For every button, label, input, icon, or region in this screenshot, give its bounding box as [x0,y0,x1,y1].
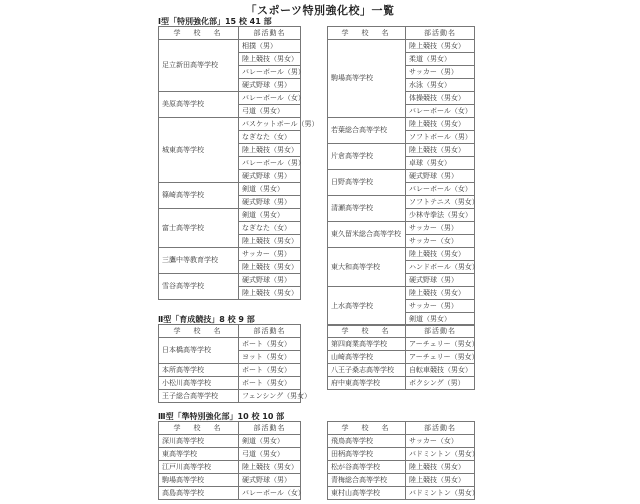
club-name-cell: 陸上競技（男女） [239,235,301,248]
club-name-cell: バレーボール（女） [406,183,475,196]
club-name-cell: サッカー（男） [406,300,475,313]
club-name-cell: 水泳（男女） [406,79,475,92]
school-name-cell: 日本橋高等学校 [159,338,239,364]
club-name-cell: 陸上競技（男女） [406,144,475,157]
club-column-header: 部活動名 [406,422,475,435]
school-name-cell: 城東高等学校 [159,118,239,183]
club-name-cell: 陸上競技（男女） [239,53,301,66]
table-header-row [328,325,475,338]
school-name-cell: 八王子桑志高等学校 [328,364,406,377]
school-name-cell: 片倉高等学校 [328,144,406,170]
club-name-cell: なぎなた（女） [239,131,301,144]
club-name-cell: バレーボール（男） [239,66,301,79]
table-row [159,461,301,474]
club-name-cell: サッカー（女） [406,235,475,248]
school-name-cell: 清瀬高等学校 [328,196,406,222]
club-name-cell: 弓道（男女） [239,105,301,118]
school-column-header: 学 校 名 [159,422,239,435]
club-name-cell: 剣道（男女） [239,209,301,222]
club-name-cell: サッカー（女） [406,435,475,448]
club-name-cell: バスケットボール（男） [239,118,301,131]
club-name-cell: バレーボール（女） [239,487,301,500]
table-row [328,118,475,131]
school-name-cell: 松が谷高等学校 [328,461,406,474]
table-row [159,377,301,390]
table-header-row [328,422,475,435]
school-name-cell: 東高等学校 [159,448,239,461]
table-row [328,287,475,300]
school-name-cell: 深川高等学校 [159,435,239,448]
school-name-cell: 東大和高等学校 [328,248,406,287]
school-name-cell: 飛鳥高等学校 [328,435,406,448]
club-name-cell: バレーボール（女） [239,92,301,105]
table-row [159,248,301,261]
table-row [328,435,475,448]
section-1-left-table [158,26,319,300]
club-name-cell: 陸上競技（男女） [406,474,475,487]
club-name-cell: 弓道（男女） [239,448,301,461]
club-name-cell: ソフトボール（男） [406,131,475,144]
table-header-row [159,422,301,435]
club-name-cell: 少林寺拳法（男女） [406,209,475,222]
table-row [159,338,301,351]
school-name-cell: 小松川高等学校 [159,377,239,390]
section-3-left-table [158,421,305,500]
school-name-cell: 東村山高等学校 [328,487,406,500]
table-row [159,364,301,377]
club-name-cell: 剣道（男女） [239,435,301,448]
club-name-cell: サッカー（男） [239,248,301,261]
school-name-cell: 三鷹中等教育学校 [159,248,239,274]
table-row [328,40,475,53]
club-name-cell: 相撲（男） [239,40,301,53]
school-name-cell: 駒場高等学校 [159,474,239,487]
club-name-cell: なぎなた（女） [239,222,301,235]
table-row [328,248,475,261]
club-name-cell: バレーボール（男） [239,157,301,170]
section-1-heading: Ⅰ型「特別強化部」15 校 41 部 [158,17,272,26]
school-column-header: 学 校 名 [159,325,239,338]
section-3-heading: Ⅲ型「準特別強化部」10 校 10 部 [158,412,285,421]
school-name-cell: 篠崎高等学校 [159,183,239,209]
club-column-header: 部活動名 [239,325,301,338]
club-name-cell: ボクシング（男） [406,377,475,390]
school-name-cell: 高島高等学校 [159,487,239,500]
club-column-header: 部活動名 [239,27,301,40]
club-name-cell: ボート（男女） [239,377,301,390]
school-name-cell: 本所高等学校 [159,364,239,377]
table-row [159,274,301,287]
school-name-cell: 第四商業高等学校 [328,338,406,351]
table-header-row [159,325,301,338]
table-row [159,474,301,487]
club-name-cell: 陸上競技（男女） [239,144,301,157]
club-name-cell: ボート（男女） [239,338,301,351]
club-name-cell: 陸上競技（男女） [239,461,301,474]
club-name-cell: ヨット（男女） [239,351,301,364]
club-name-cell: 卓球（男女） [406,157,475,170]
table-row [159,118,301,131]
school-name-cell: 田柄高等学校 [328,448,406,461]
club-name-cell: ソフトテニス（男女） [406,196,475,209]
school-name-cell: 東久留米総合高等学校 [328,222,406,248]
club-column-header: 部活動名 [239,422,301,435]
section-2-heading: Ⅱ型「育成競技」8 校 9 部 [158,315,255,324]
school-column-header: 学 校 名 [159,27,239,40]
table-row [159,40,301,53]
table-row [328,474,475,487]
club-name-cell: 硬式野球（男） [239,274,301,287]
table-header-row [328,27,475,40]
table-row [328,448,475,461]
table-row [328,487,475,500]
club-name-cell: 体操競技（男女） [406,92,475,105]
club-name-cell: 陸上競技（男女） [406,461,475,474]
school-name-cell: 青梅総合高等学校 [328,474,406,487]
school-column-header: 学 校 名 [328,325,406,338]
club-name-cell: 剣道（男女） [406,313,475,326]
section-2-right-table [327,324,479,390]
club-name-cell: 硬式野球（男） [239,474,301,487]
school-column-header: 学 校 名 [328,27,406,40]
club-name-cell: 硬式野球（男） [406,274,475,287]
table-row [328,338,475,351]
school-name-cell: 江戸川高等学校 [159,461,239,474]
club-name-cell: サッカー（男） [406,222,475,235]
section-3-right-table [327,421,479,500]
table-row [159,183,301,196]
table-header-row [159,27,301,40]
club-name-cell: アーチェリー（男女） [406,351,475,364]
club-name-cell: サッカー（男） [406,66,475,79]
school-name-cell: 富士高等学校 [159,209,239,248]
club-name-cell: 陸上競技（男女） [406,40,475,53]
table-row [328,196,475,209]
section-2-left-table [158,324,312,403]
club-name-cell: バレーボール（女） [406,105,475,118]
school-name-cell: 上水高等学校 [328,287,406,326]
club-name-cell: バドミントン（男女） [406,448,475,461]
school-name-cell: 駒場高等学校 [328,40,406,118]
club-name-cell: 硬式野球（男） [239,170,301,183]
table-row [159,487,301,500]
table-row [328,364,475,377]
table-row [328,170,475,183]
club-name-cell: 陸上競技（男女） [239,287,301,300]
table-row [159,448,301,461]
club-column-header: 部活動名 [406,27,475,40]
club-name-cell: 陸上競技（男女） [406,118,475,131]
club-name-cell: 硬式野球（男） [406,170,475,183]
school-name-cell: 府中東高等学校 [328,377,406,390]
school-name-cell: 山崎高等学校 [328,351,406,364]
school-name-cell: 王子総合高等学校 [159,390,239,403]
club-name-cell: アーチェリー（男女） [406,338,475,351]
club-name-cell: 硬式野球（男） [239,196,301,209]
section-1-right-table [327,26,479,326]
table-row [159,92,301,105]
school-name-cell: 美原高等学校 [159,92,239,118]
table-row [159,435,301,448]
school-column-header: 学 校 名 [328,422,406,435]
table-row [328,144,475,157]
page-title: 「スポーツ特別強化校」一覧 [245,4,395,17]
club-name-cell: 硬式野球（男） [239,79,301,92]
club-name-cell: 陸上競技（男女） [406,287,475,300]
table-row [328,377,475,390]
table-row [328,351,475,364]
table-row [328,461,475,474]
school-name-cell: 若葉総合高等学校 [328,118,406,144]
table-row [159,390,301,403]
club-name-cell: 自転車競技（男女） [406,364,475,377]
school-name-cell: 日野高等学校 [328,170,406,196]
club-name-cell: フェンシング（男女） [239,390,301,403]
school-name-cell: 足立新田高等学校 [159,40,239,92]
club-name-cell: バドミントン（男女） [406,487,475,500]
table-row [328,222,475,235]
school-name-cell: 雪谷高等学校 [159,274,239,300]
club-name-cell: 剣道（男女） [239,183,301,196]
club-name-cell: 柔道（男女） [406,53,475,66]
club-name-cell: ハンドボール（男女） [406,261,475,274]
club-name-cell: 陸上競技（男女） [406,248,475,261]
club-name-cell: ボート（男女） [239,364,301,377]
club-column-header: 部活動名 [406,325,475,338]
club-name-cell: 陸上競技（男女） [239,261,301,274]
table-row [159,209,301,222]
